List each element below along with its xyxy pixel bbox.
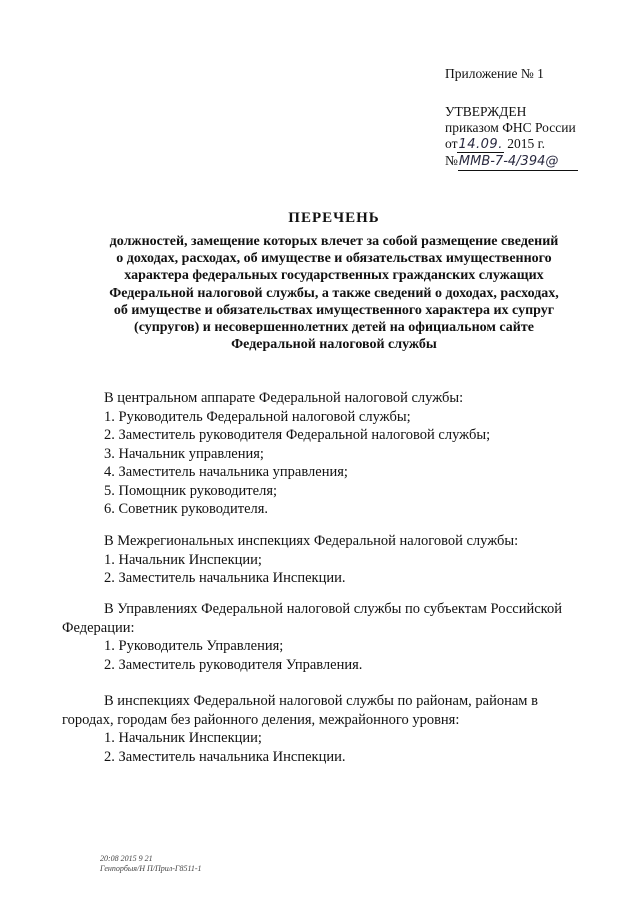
footer-line: Генпорбыя/Н П/Прил-Г8511-1 [100, 864, 202, 873]
section-central-office [104, 389, 598, 519]
subtitle-line: должностей, замещение которых влечет за собой размещение сведений [109, 234, 559, 249]
date-prefix: от [445, 136, 458, 151]
order-label: приказом ФНС России [445, 120, 576, 135]
subtitle-line: об имуществе и обязательствах имущественного характера их супруг [113, 302, 555, 318]
approval-block [445, 66, 578, 171]
section-intro: В центральном аппарате Федеральной налоговой службы: [104, 390, 464, 406]
list-item: 1. Руководитель Федеральной налоговой службы; [104, 408, 411, 425]
subtitle-line: характера федеральных государственных гражданских служащих [124, 268, 544, 284]
position-list [104, 551, 598, 588]
list-item: 1. Руководитель Управления; [104, 638, 284, 654]
section-interregional [104, 532, 598, 588]
list-item: 6. Советник руководителя. [104, 501, 269, 517]
list-item: 2. Заместитель начальника Инспекции. [104, 748, 346, 765]
list-item: 2. Заместитель руководителя Управления. [104, 656, 363, 673]
list-item: 1. Начальник Инспекции; [104, 551, 262, 568]
position-list [104, 408, 598, 519]
appendix-label: Приложение № 1 [445, 66, 544, 81]
list-item: 5. Помощник руководителя; [104, 482, 278, 499]
subtitle-line: Федеральной налоговой службы, а также сведений о доходах, расходах, [109, 285, 559, 301]
order-date-line [445, 136, 578, 153]
subtitle-line: Федеральной налоговой службы [231, 337, 437, 353]
position-list [104, 637, 598, 674]
list-item: 2. Заместитель начальника Инспекции. [104, 570, 346, 586]
section-intro-continuation: Федерации: [62, 619, 135, 636]
section-regional-directorates [62, 600, 598, 674]
handwritten-date: 14.09. [458, 137, 503, 152]
file-footer [100, 854, 202, 874]
document-subtitle [60, 233, 608, 353]
list-item: 1. Начальник Инспекции; [104, 730, 262, 746]
section-district-inspections [62, 692, 598, 766]
title-block [60, 210, 608, 353]
list-item: 2. Заместитель руководителя Федеральной налоговой службы; [104, 427, 491, 443]
section-intro: В инспекциях Федеральной налоговой службы по районам, районам в [104, 693, 538, 709]
position-list [104, 729, 598, 766]
order-number-line [445, 153, 578, 171]
number-prefix: № [445, 153, 458, 168]
list-item: 4. Заместитель начальника управления; [104, 464, 348, 480]
subtitle-line: о доходах, расходах, об имуществе и обязательствах имущественного [116, 251, 552, 267]
approved-label: УТВЕРЖДЕН [445, 104, 527, 119]
list-item: 3. Начальник управления; [104, 445, 264, 462]
document-title: ПЕРЕЧЕНЬ [288, 210, 380, 226]
section-intro: В Межрегиональных инспекциях Федеральной налоговой службы: [104, 533, 519, 549]
handwritten-number: ММВ-7-4/394@ [458, 154, 578, 171]
section-intro-continuation: городах, городам без районного деления, межрайонного уровня: [62, 711, 460, 728]
footer-line: 20:08 2015 9 21 [100, 854, 153, 863]
order-year: 2015 г. [507, 136, 545, 151]
subtitle-line: (супругов) и несовершеннолетних детей на официальном сайте [134, 320, 534, 336]
section-intro: В Управлениях Федеральной налоговой службы по субъектам Российской [104, 601, 562, 617]
